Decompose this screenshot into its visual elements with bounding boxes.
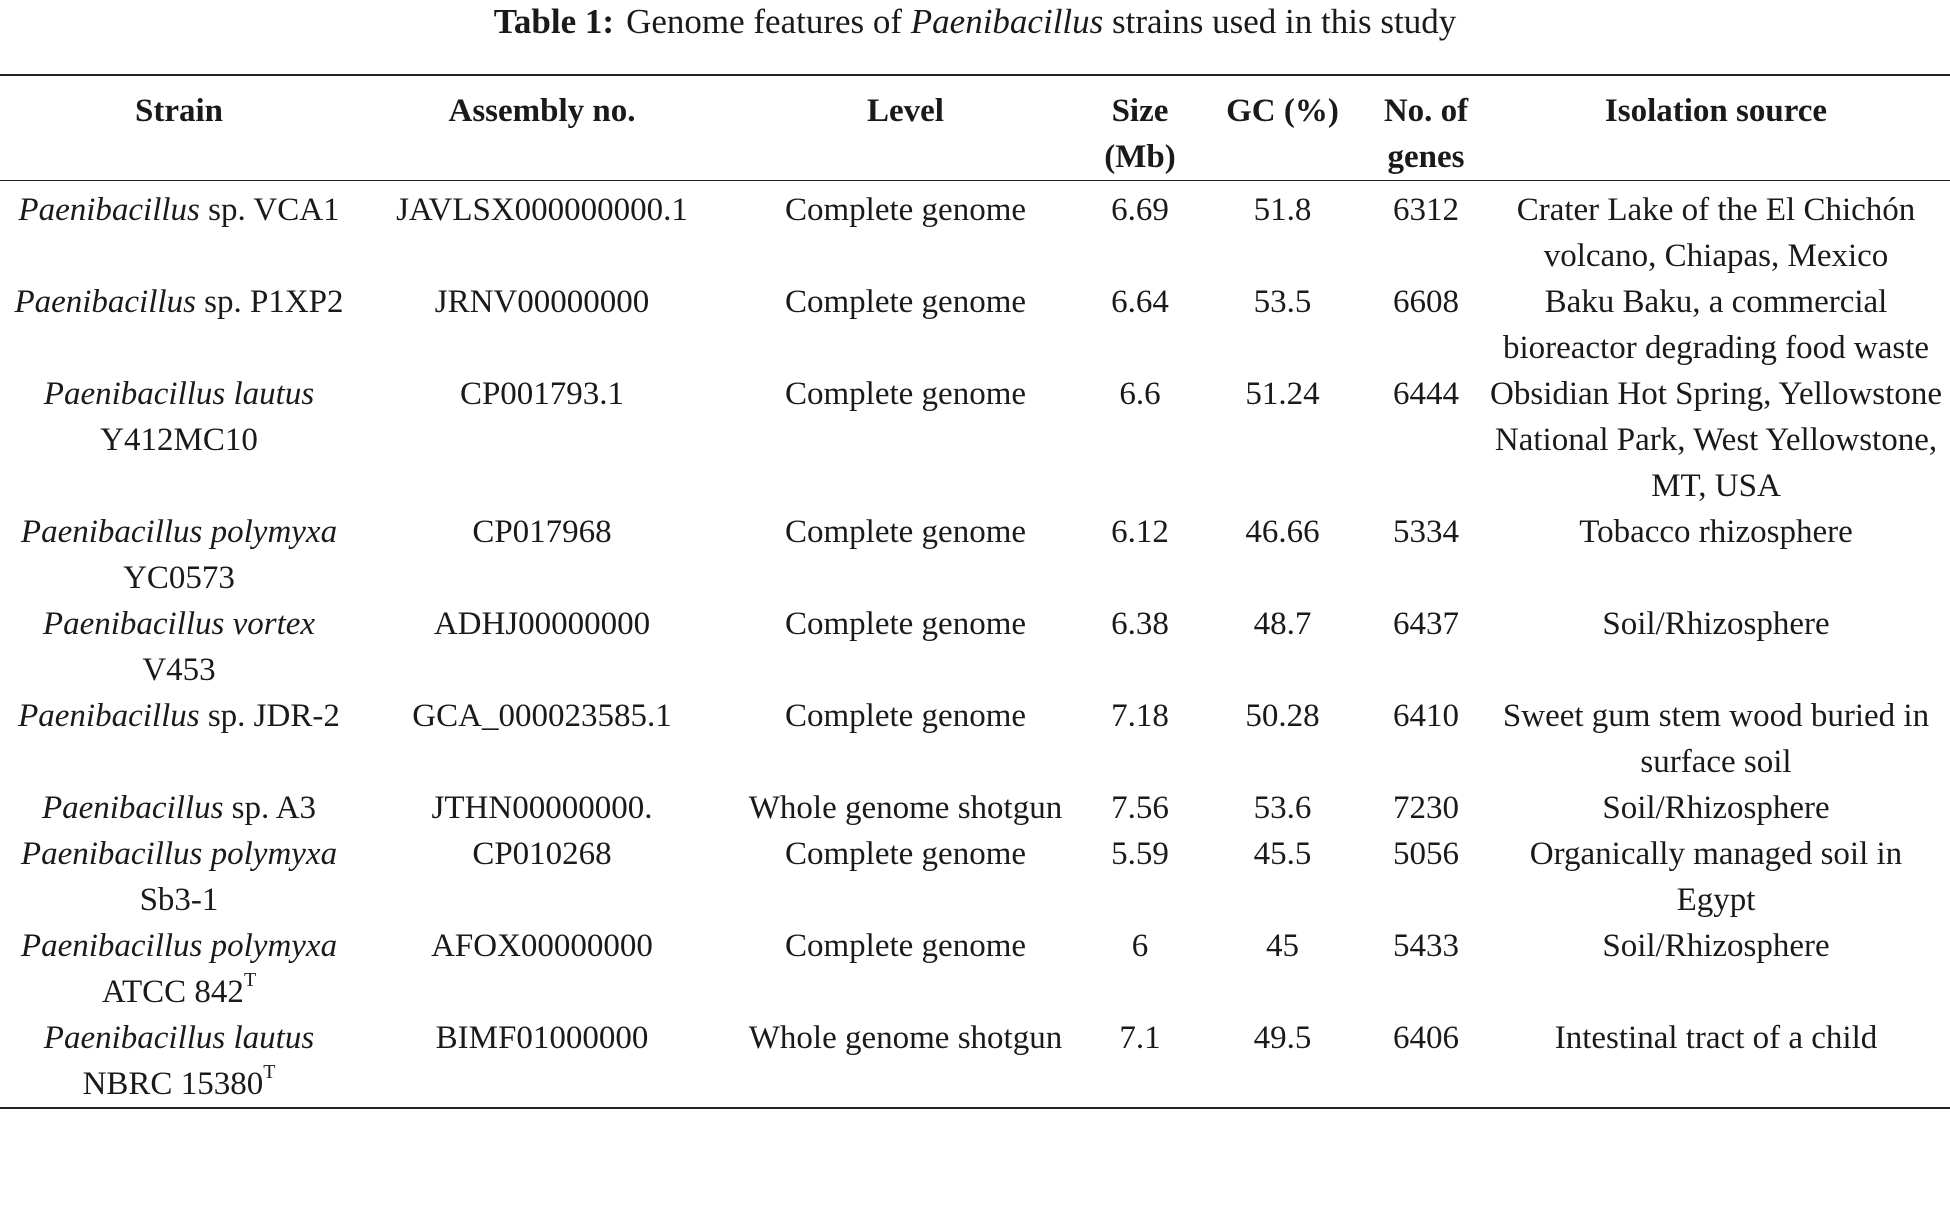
table-row	[0, 509, 1950, 601]
cell-gc: 48.7	[1253, 606, 1312, 642]
cell-source: Organically managed soil in Egypt	[1529, 836, 1903, 918]
cell-source: Soil/Rhizosphere	[1602, 606, 1830, 642]
cell-assembly: ADHJ00000000	[433, 606, 651, 642]
strain-genus: Paenibacillus	[14, 284, 196, 320]
table-row	[0, 693, 1950, 785]
cell-genes: 7230	[1393, 790, 1459, 826]
caption-text: Genome features of	[626, 2, 903, 41]
cell-level: Complete genome	[784, 698, 1027, 734]
strain-designation: sp. JDR-2	[207, 698, 340, 734]
strain-genus: Paenibacillus	[18, 192, 200, 228]
cell-strain	[0, 785, 358, 831]
strain-genus: Paenibacillus	[18, 698, 200, 734]
cell-strain	[0, 181, 358, 280]
strain-species: lautus	[233, 376, 315, 412]
cell-gc: 51.24	[1245, 376, 1320, 412]
strain-genus: Paenibacillus	[43, 376, 226, 412]
cell-assembly: CP017968	[472, 514, 612, 550]
genome-features-table	[0, 74, 1950, 1109]
cell-source: Soil/Rhizosphere	[1602, 928, 1830, 964]
cell-source: Baku Baku, a commercial bioreactor degrading food waste	[1502, 284, 1930, 366]
cell-gc: 46.66	[1245, 514, 1320, 550]
cell-size: 7.1	[1119, 1020, 1161, 1056]
cell-level: Complete genome	[784, 514, 1027, 550]
type-strain-superscript: T	[243, 969, 257, 991]
table-row	[0, 831, 1950, 923]
cell-source: Soil/Rhizosphere	[1602, 790, 1830, 826]
cell-genes: 5334	[1393, 514, 1459, 550]
cell-genes: 5433	[1393, 928, 1459, 964]
strain-species: vortex	[232, 606, 316, 642]
cell-source: Tobacco rhizosphere	[1579, 514, 1853, 550]
type-strain-superscript: T	[263, 1061, 276, 1083]
cell-strain	[0, 1015, 358, 1108]
cell-strain	[0, 279, 358, 371]
strain-genus: Paenibacillus	[20, 836, 203, 872]
cell-level: Complete genome	[784, 192, 1027, 228]
strain-genus: Paenibacillus	[20, 514, 203, 550]
header-size: Size (Mb)	[1085, 75, 1195, 181]
cell-assembly: JAVLSX000000000.1	[396, 192, 688, 228]
strain-species: polymyxa	[210, 928, 338, 964]
table-row	[0, 371, 1950, 509]
cell-genes: 6444	[1393, 376, 1459, 412]
cell-level: Complete genome	[784, 284, 1027, 320]
strain-designation: NBRC 15380	[82, 1066, 264, 1102]
cell-size: 5.59	[1111, 836, 1169, 872]
header-strain: Strain	[0, 75, 358, 181]
table-body	[0, 181, 1950, 1109]
cell-gc: 51.8	[1253, 192, 1312, 228]
strain-species: lautus	[233, 1020, 315, 1056]
header-source: Isolation source	[1482, 75, 1950, 181]
strain-genus: Paenibacillus	[42, 606, 225, 642]
cell-strain	[0, 831, 358, 923]
cell-strain	[0, 371, 358, 509]
cell-genes: 5056	[1393, 836, 1459, 872]
caption-text-end: strains used in this study	[1112, 2, 1457, 41]
cell-level: Complete genome	[784, 376, 1027, 412]
header-genes: No. of genes	[1370, 75, 1482, 181]
cell-size: 6.69	[1111, 192, 1169, 228]
cell-gc: 45	[1266, 928, 1299, 964]
cell-source: Sweet gum stem wood buried in surface soil	[1502, 698, 1930, 780]
strain-species: polymyxa	[210, 836, 338, 872]
strain-designation: ATCC 842	[101, 974, 244, 1010]
cell-assembly: BIMF01000000	[435, 1020, 649, 1056]
strain-genus: Paenibacillus	[41, 790, 224, 826]
cell-size: 6	[1131, 928, 1149, 964]
cell-level: Complete genome	[784, 928, 1027, 964]
cell-assembly: CP001793.1	[459, 376, 625, 412]
cell-size: 6.12	[1111, 514, 1169, 550]
header-level: Level	[726, 75, 1085, 181]
strain-designation: sp. P1XP2	[204, 284, 344, 320]
strain-designation: V453	[142, 652, 216, 688]
cell-gc: 49.5	[1253, 1020, 1312, 1056]
cell-gc: 53.5	[1253, 284, 1312, 320]
cell-strain	[0, 509, 358, 601]
cell-gc: 50.28	[1245, 698, 1320, 734]
cell-assembly: GCA_000023585.1	[412, 698, 672, 734]
cell-level: Complete genome	[784, 836, 1027, 872]
cell-size: 7.18	[1111, 698, 1169, 734]
cell-genes: 6608	[1393, 284, 1459, 320]
cell-assembly: AFOX00000000	[431, 928, 653, 964]
cell-assembly: JTHN00000000.	[431, 790, 653, 826]
cell-size: 6.64	[1111, 284, 1169, 320]
cell-genes: 6406	[1393, 1020, 1459, 1056]
strain-genus: Paenibacillus	[43, 1020, 226, 1056]
header-assembly: Assembly no.	[358, 75, 726, 181]
cell-size: 6.6	[1119, 376, 1161, 412]
strain-designation: sp. VCA1	[208, 192, 340, 228]
cell-gc: 45.5	[1253, 836, 1312, 872]
strain-designation: Sb3-1	[139, 882, 219, 918]
cell-strain	[0, 601, 358, 693]
header-gc: GC (%)	[1195, 75, 1370, 181]
table-caption	[0, 2, 1950, 42]
cell-assembly: JRNV00000000	[434, 284, 650, 320]
strain-species: polymyxa	[210, 514, 338, 550]
strain-designation: Y412MC10	[100, 422, 258, 458]
cell-level: Whole genome shotgun	[748, 790, 1063, 826]
cell-source: Crater Lake of the El Chichón volcano, Chiapas, Mexico	[1516, 192, 1916, 274]
table-row	[0, 785, 1950, 831]
strain-designation: sp. A3	[231, 790, 317, 826]
cell-source: Intestinal tract of a child	[1554, 1020, 1878, 1056]
strain-designation: YC0573	[123, 560, 235, 596]
caption-genus: Paenibacillus	[910, 2, 1104, 41]
cell-strain	[0, 923, 358, 1015]
cell-assembly: CP010268	[472, 836, 612, 872]
cell-size: 6.38	[1111, 606, 1169, 642]
cell-level: Whole genome shotgun	[748, 1020, 1063, 1056]
cell-gc: 53.6	[1253, 790, 1312, 826]
table-row	[0, 601, 1950, 693]
strain-genus: Paenibacillus	[20, 928, 203, 964]
table-row	[0, 923, 1950, 1015]
cell-strain	[0, 693, 358, 785]
cell-genes: 6410	[1393, 698, 1459, 734]
header-row	[0, 75, 1950, 181]
table-row	[0, 279, 1950, 371]
table-row	[0, 181, 1950, 280]
caption-label: Table 1:	[493, 2, 615, 41]
cell-genes: 6312	[1393, 192, 1459, 228]
cell-size: 7.56	[1111, 790, 1169, 826]
table-row	[0, 1015, 1950, 1108]
cell-source: Obsidian Hot Spring, Yellowstone National Park, West Yellowstone, MT, USA	[1490, 376, 1942, 504]
cell-genes: 6437	[1393, 606, 1459, 642]
cell-level: Complete genome	[784, 606, 1027, 642]
